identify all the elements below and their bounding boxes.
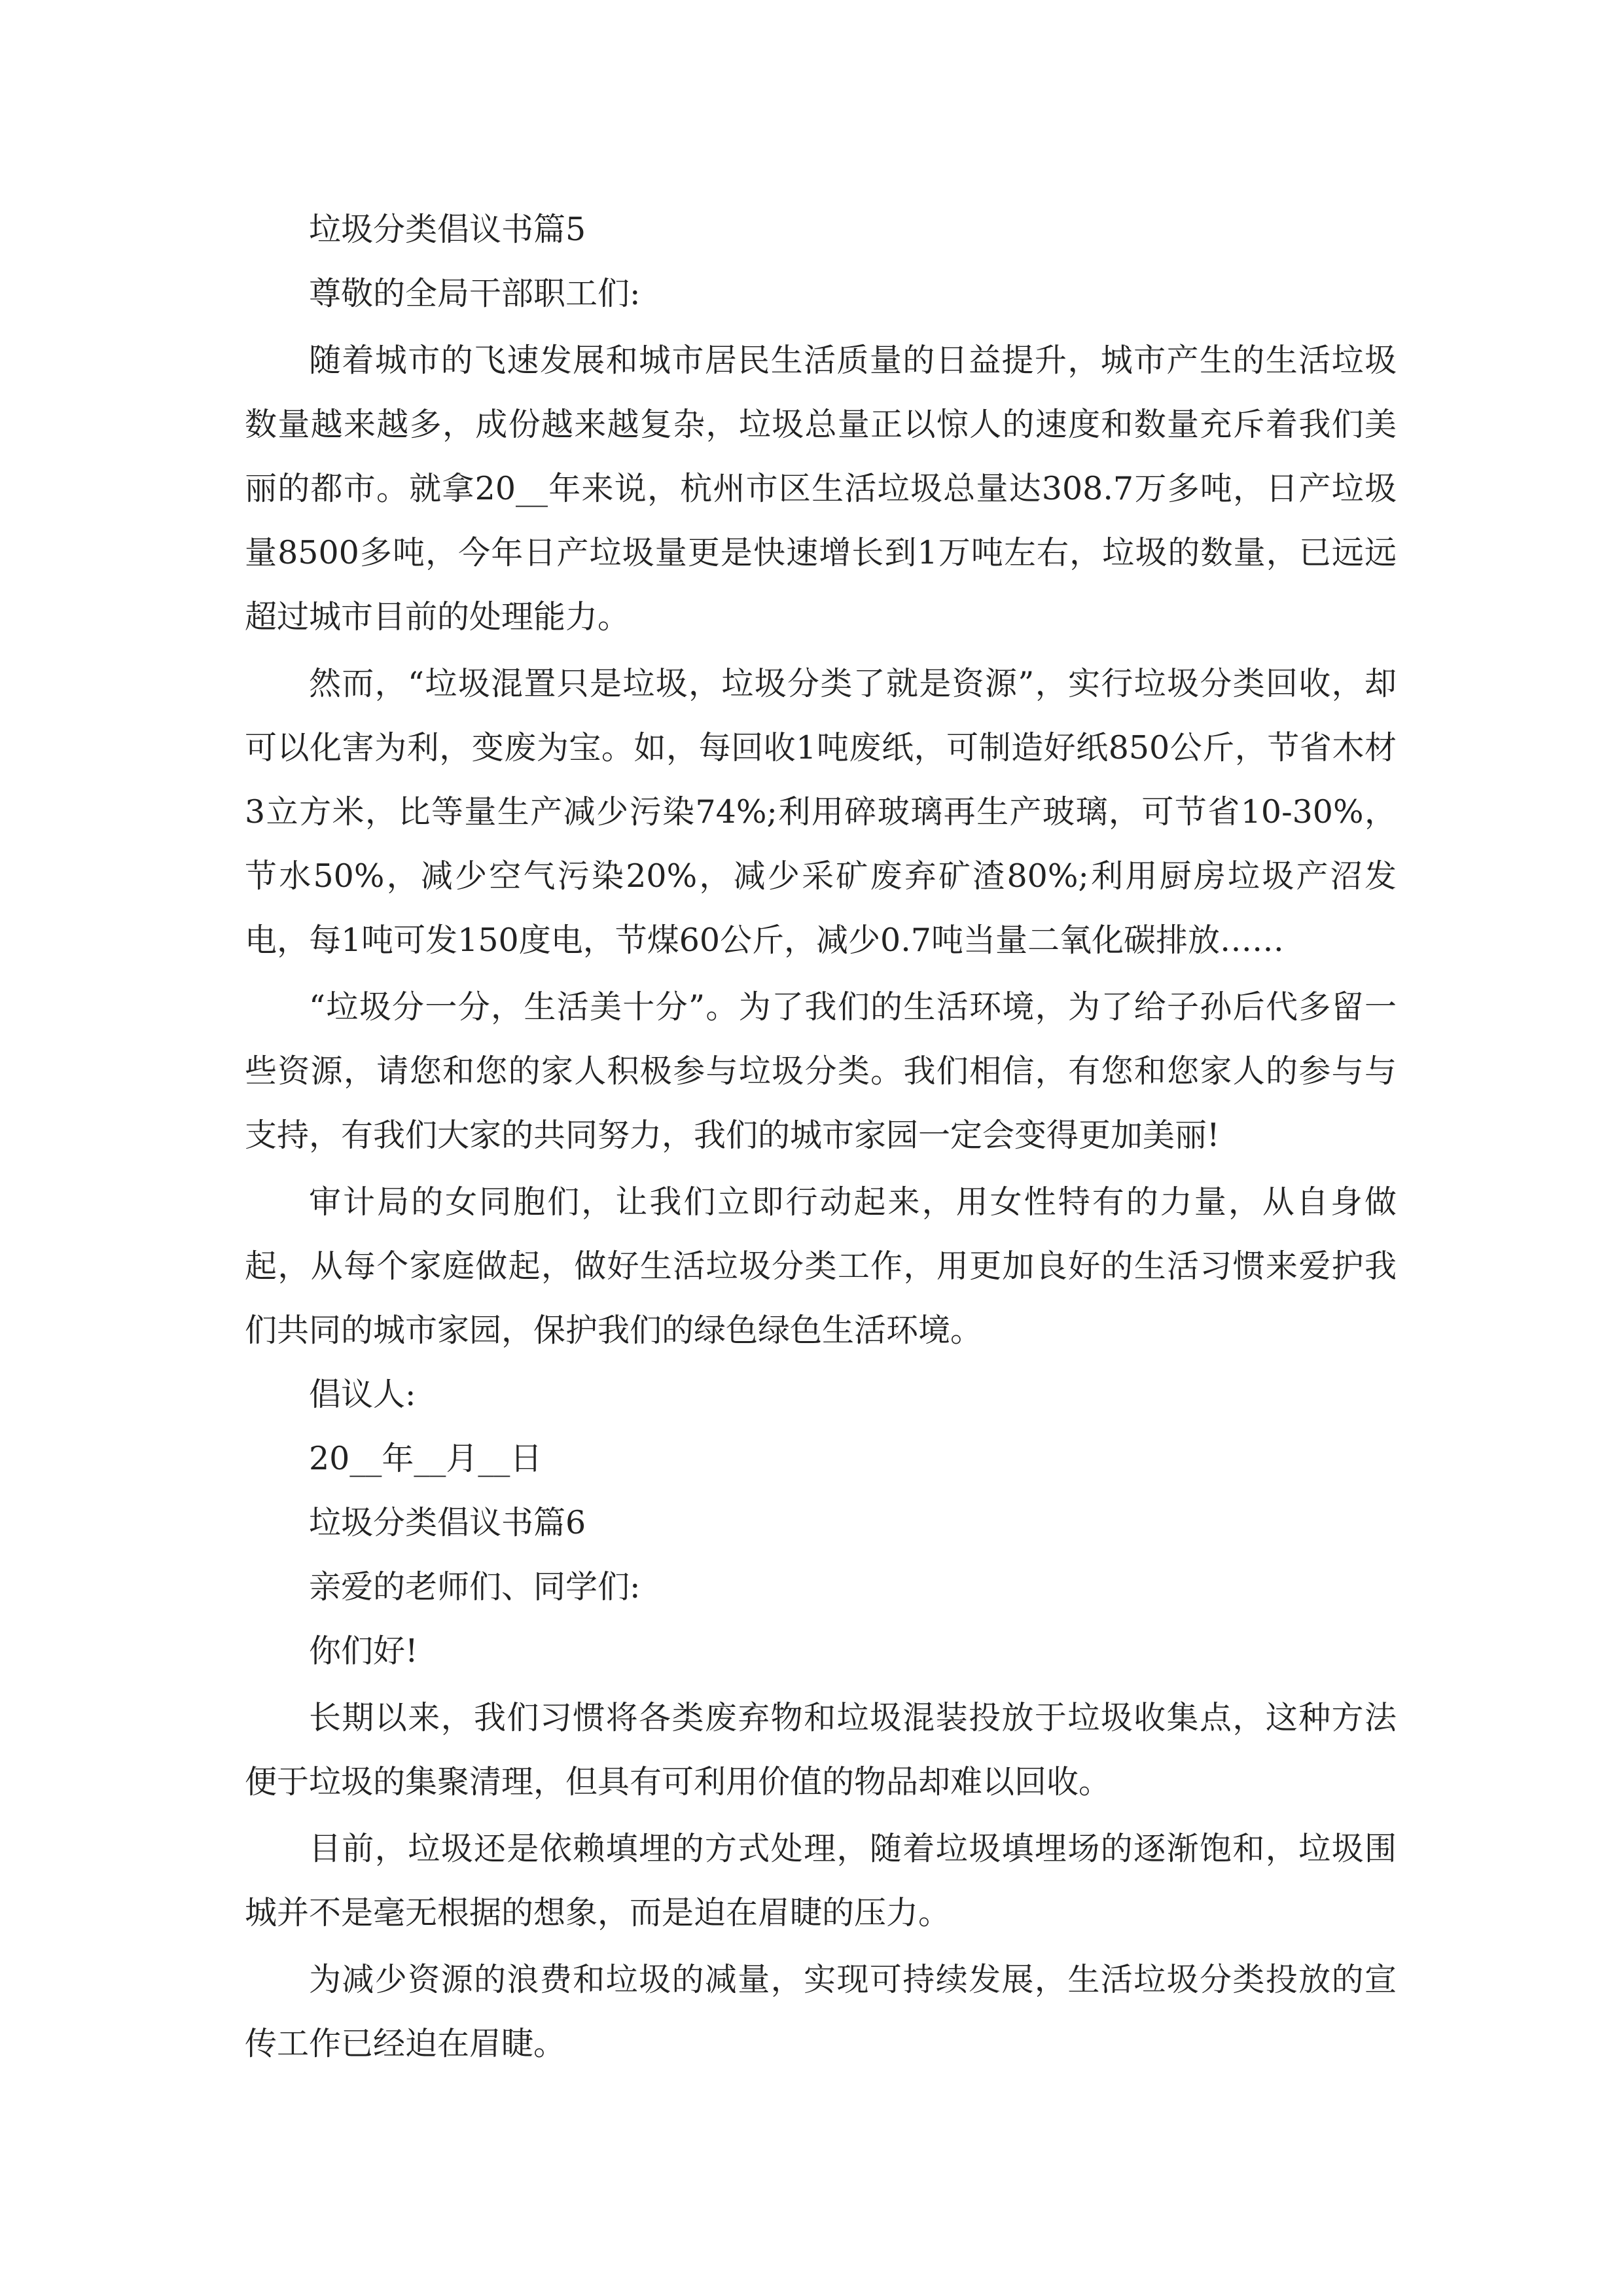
- section-title-5: 垃圾分类倡议书篇5: [309, 211, 586, 248]
- body-paragraph: “垃圾分一分，生活美十分”。为了我们的生活环境，为了给子孙后代多留一些资源，请您和您的家人积极参与垃圾分类。我们相信，有您和您家人的参与与支持，有我们大家的共同努力，我们的城市家园一定会变得更加美丽!: [245, 988, 1397, 1154]
- signature-label: 倡议人:: [309, 1376, 416, 1413]
- body-paragraph: 为减少资源的浪费和垃圾的减量，实现可持续发展，生活垃圾分类投放的宣传工作已经迫在眉睫。: [245, 1961, 1397, 2062]
- body-paragraph: 随着城市的飞速发展和城市居民生活质量的日益提升，城市产生的生活垃圾数量越来越多，成份越来越复杂，垃圾总量正以惊人的速度和数量充斥着我们美丽的都市。就拿20__年来说，杭州市区生活垃圾总量达308.7万多吨，日产垃圾量8500多吨，今年日产垃圾量更是快速增长到1万吨左右，垃圾的数量，已远远超过城市目前的处理能力。: [245, 342, 1397, 636]
- body-paragraph: 长期以来，我们习惯将各类废弃物和垃圾混装投放于垃圾收集点，这种方法便于垃圾的集聚清理，但具有可利用价值的物品却难以回收。: [245, 1699, 1397, 1801]
- greeting: 你们好!: [309, 1632, 418, 1670]
- salutation: 亲爱的老师们、同学们:: [309, 1568, 641, 1605]
- salutation: 尊敬的全局干部职工们:: [309, 275, 641, 312]
- body-paragraph: 目前，垃圾还是依赖填埋的方式处理，随着垃圾填埋场的逐渐饱和，垃圾围城并不是毫无根据的想象，而是迫在眉睫的压力。: [245, 1830, 1397, 1931]
- date-line: 20__年__月__日: [309, 1440, 543, 1477]
- section-title-6: 垃圾分类倡议书篇6: [309, 1504, 586, 1541]
- body-paragraph: 然而，“垃圾混置只是垃圾，垃圾分类了就是资源”，实行垃圾分类回收，却可以化害为利，变废为宝。如，每回收1吨废纸，可制造好纸850公斤，节省木材3立方米，比等量生产减少污染74%;利用碎玻璃再生产玻璃，可节省10-30%，节水50%，减少空气污染20%，减少采矿废弃矿渣80%;利用厨房垃圾产沼发电，每1吨可发150度电，节煤60公斤，减少0.7吨当量二氧化碳排放……: [245, 665, 1397, 959]
- document-body: [245, 198, 1397, 2076]
- body-paragraph: 审计局的女同胞们，让我们立即行动起来，用女性特有的力量，从自身做起，从每个家庭做起，做好生活垃圾分类工作，用更加良好的生活习惯来爱护我们共同的城市家园，保护我们的绿色绿色生活环境。: [245, 1183, 1397, 1349]
